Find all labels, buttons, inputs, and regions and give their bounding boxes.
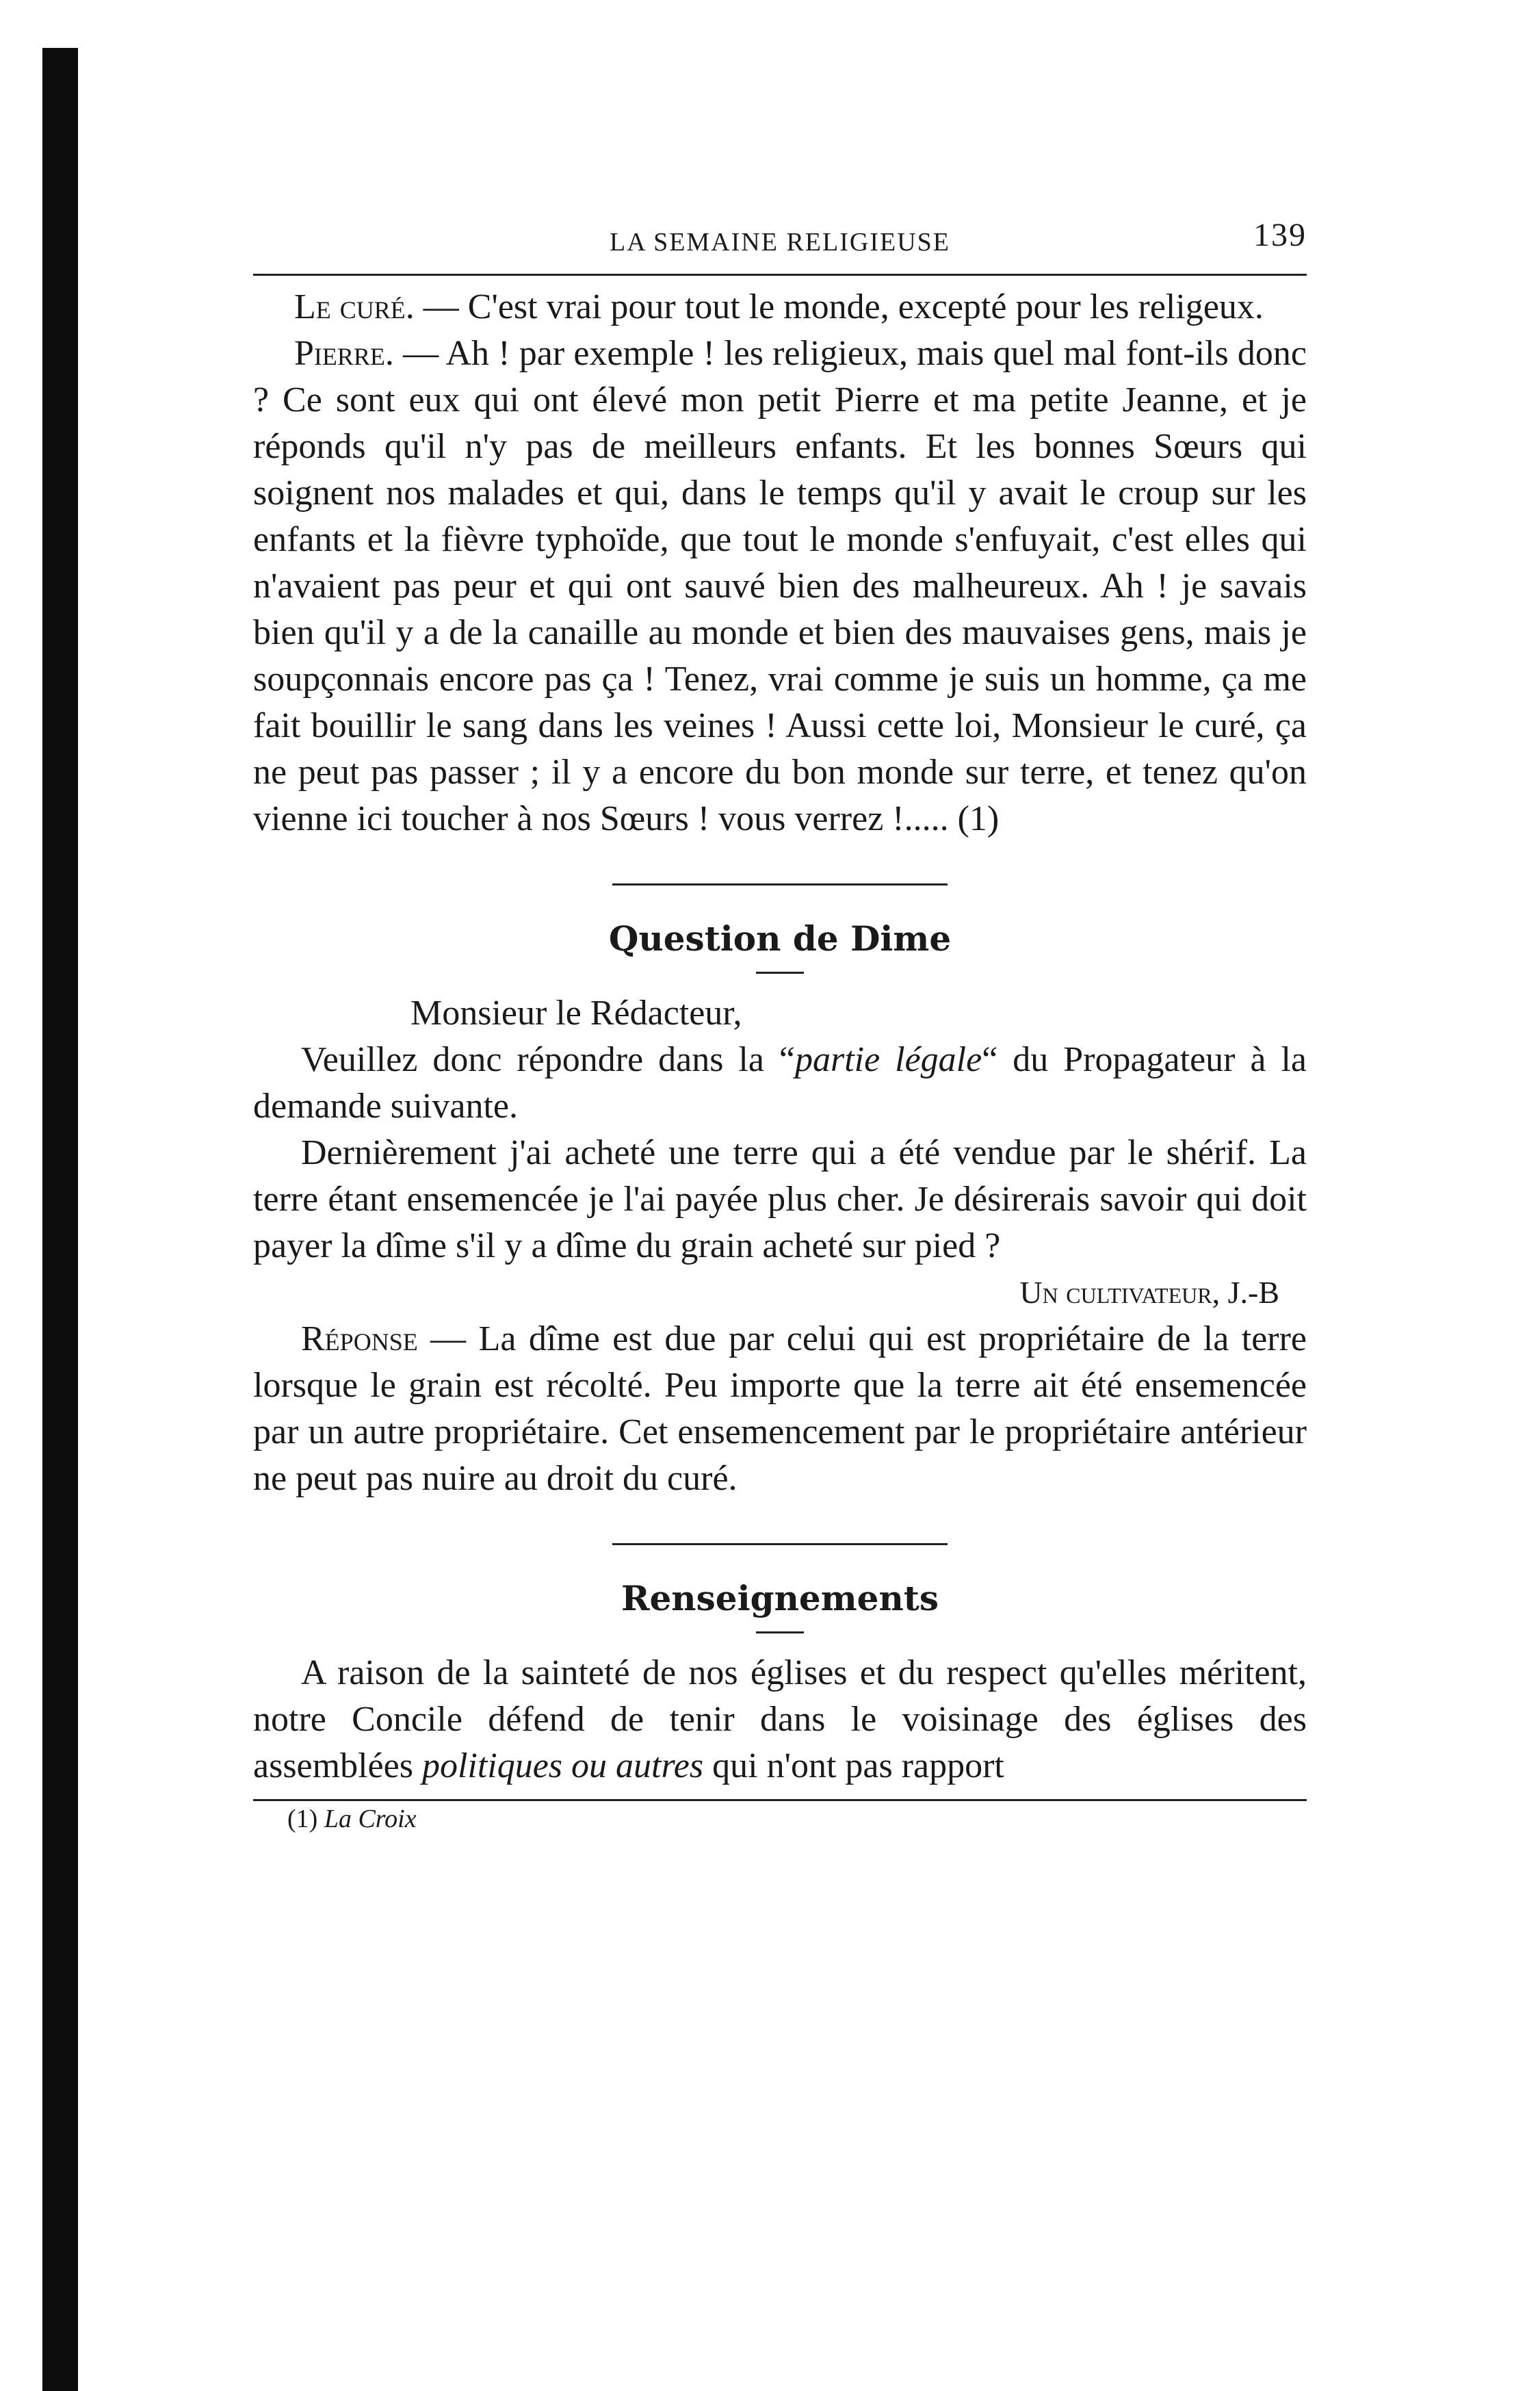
renseignements-text-start: A raison de la sainteté de nos églises et du respect qu'elles méritent, notre Concile défend de tenir dans le voisinage des églises des assemblées <box>253 1653 1307 1785</box>
running-title: LA SEMAINE RELIGIEUSE <box>610 228 950 257</box>
answer-text: — La dîme est due par celui qui est propriétaire de la terre lorsque le grain est récolté. Peu importe que la terre ait été ensemencée par un autre propriétaire. Cet ensemencement par le propriétaire antérieur ne peut pas nuire au droit du curé. <box>253 1319 1307 1498</box>
title-dash <box>756 1631 804 1633</box>
dialogue-text-pierre: — Ah ! par exemple ! les religieux, mais quel mal font-ils donc ? Ce sont eux qui ont élevé mon petit Pierre et ma petite Jeanne, et je réponds qu'il n'y pas de meilleurs enfants. Et les bonnes Sœurs qui soignent nos malades et qui, dans le temps qu'il y avait le croup sur les enfants et la fièvre typhoïde, que tout le monde s'enfuyait, c'est elles qui n'avaient pas peur et qui ont sauvé bien des malheureux. Ah ! je savais bien qu'il y a de la canaille au monde et bien des mauvaises gens, mais je soupçonnais encore pas ça ! Tenez, vrai comme je suis un homme, ça me fait bouillir le sang dans les veines ! Aussi cette loi, Monsieur le curé, ça ne peut pas passer ; il y a encore du bon monde sur terre, et tenez qu'on vienne ici toucher à nos Sœurs ! vous verrez !..... (1) <box>253 334 1307 838</box>
title-dash <box>756 972 804 974</box>
question-paragraph-2: Dernièrement j'ai acheté une terre qui a été vendue par le shérif. La terre étant ensemencée je l'ai payée plus cher. Je désirerais savoir qui doit payer la dîme s'il y a dîme du grain acheté sur pied ? <box>253 1133 1307 1265</box>
footnote <box>287 1801 1307 1837</box>
section-separator <box>612 883 948 886</box>
question-text-start: Veuillez donc répondre dans la “ <box>301 1040 795 1079</box>
footnote-source: La Croix <box>324 1805 417 1833</box>
dialogue-text-cure: — C'est vrai pour tout le monde, excepté pour les religeux. <box>414 287 1264 326</box>
question-text-end: “ du Propagateur à la demande suivante. <box>253 1040 1307 1126</box>
question-paragraph-1 <box>253 1037 1307 1130</box>
running-head <box>253 205 1307 260</box>
dialogue-paragraph-cure <box>253 284 1307 331</box>
book-binding-edge <box>42 48 78 2391</box>
renseignements-text-end: qui n'ont pas rapport <box>703 1746 1004 1785</box>
partie-legale-italic: partie légale <box>794 1040 982 1079</box>
header-rule <box>253 274 1307 276</box>
footnote-marker: (1) <box>287 1805 324 1833</box>
speaker-cure: Le curé. <box>294 287 415 326</box>
dialogue-paragraph-pierre <box>253 331 1307 842</box>
speaker-pierre: Pierre. <box>294 334 394 373</box>
section-title-question: Question de Dime <box>608 918 952 959</box>
answer-label: Réponse <box>301 1319 418 1358</box>
page <box>253 205 1307 1837</box>
answer-paragraph <box>253 1316 1307 1502</box>
politiques-italic: politiques ou autres <box>421 1746 704 1785</box>
salutation: Monsieur le Rédacteur, <box>410 994 742 1033</box>
page-number: 139 <box>1253 217 1307 253</box>
letter-signature: Un cultivateur, J.-B <box>1019 1275 1279 1310</box>
section-title-renseignements: Renseignements <box>621 1578 939 1618</box>
renseignements-paragraph <box>253 1650 1307 1789</box>
section-separator <box>612 1543 948 1545</box>
